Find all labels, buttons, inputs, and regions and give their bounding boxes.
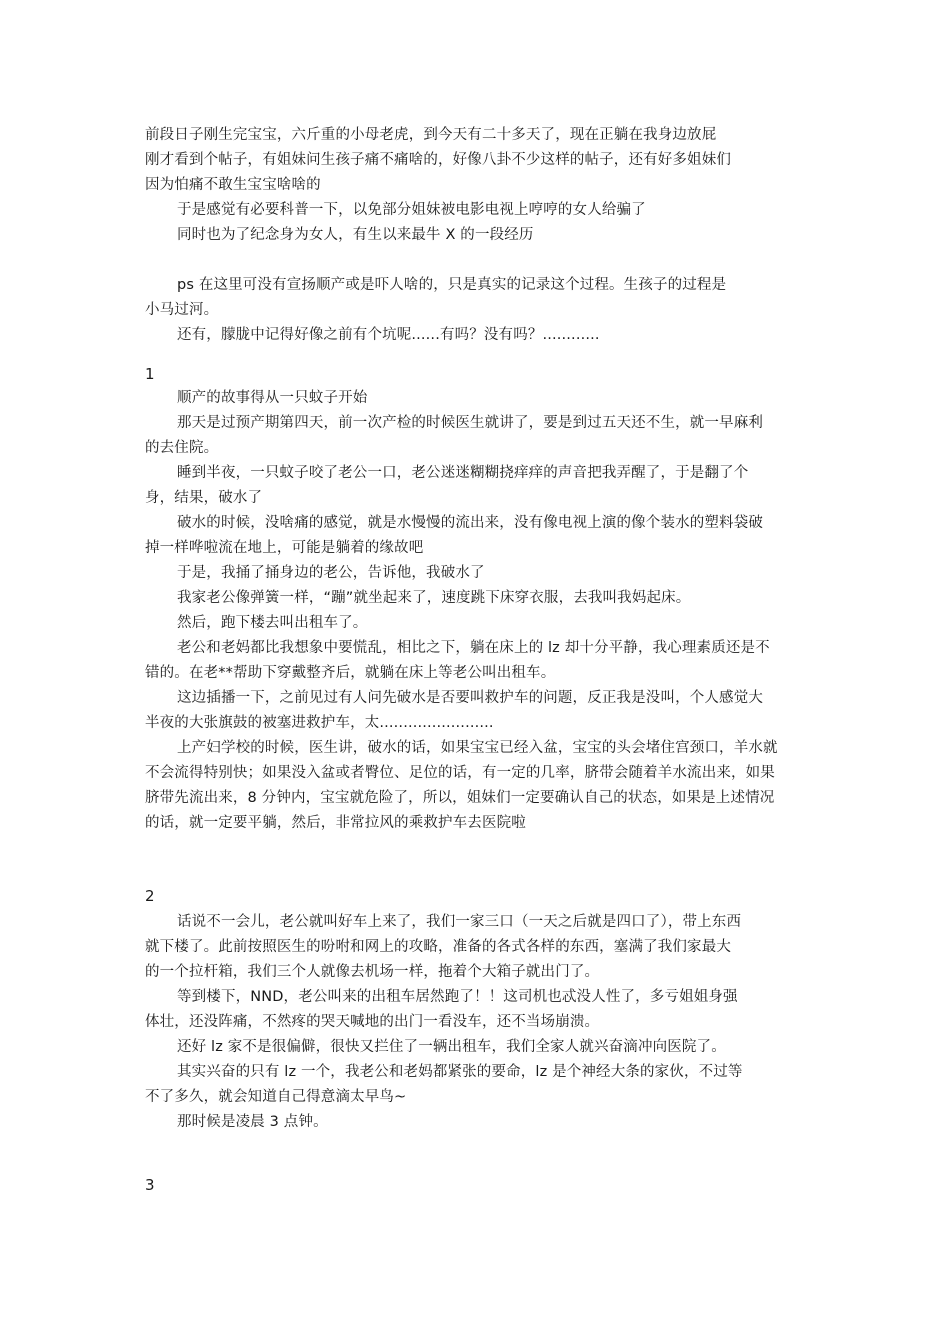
paragraph-line: 刚才看到个帖子，有姐妹问生孩子痛不痛啥的，好像八卦不少这样的帖子，还有好多姐妹们 bbox=[145, 152, 731, 168]
paragraph-line: 还有，朦胧中记得好像之前有个坑呢......有吗？没有吗？............ bbox=[177, 327, 600, 343]
section-number: 2 bbox=[145, 887, 155, 905]
section-number: 1 bbox=[145, 365, 155, 383]
paragraph-line: 半夜的大张旗鼓的被塞进救护车，太........................ bbox=[145, 715, 494, 731]
paragraph-line: 不了多久，就会知道自己得意滴太早鸟~ bbox=[145, 1089, 407, 1105]
paragraph-line: ps 在这里可没有宣扬顺产或是吓人啥的，只是真实的记录这个过程。生孩子的过程是 bbox=[177, 277, 727, 293]
paragraph-line: 于是感觉有必要科普一下，以免部分姐妹被电影电视上哼哼的女人给骗了 bbox=[177, 202, 646, 218]
paragraph-line: 老公和老妈都比我想象中要慌乱，相比之下，躺在床上的 lz 却十分平静，我心理素质还是不 bbox=[177, 640, 770, 656]
paragraph-line: 那时候是凌晨 3 点钟。 bbox=[177, 1114, 328, 1130]
paragraph-line: 脐带先流出来，8 分钟内，宝宝就危险了，所以，姐妹们一定要确认自己的状态，如果是上述情况 bbox=[145, 790, 775, 806]
paragraph-line: 然后，跑下楼去叫出租车了。 bbox=[177, 615, 368, 631]
paragraph-line: 我家老公像弹簧一样，“蹦”就坐起来了，速度跳下床穿衣服，去我叫我妈起床。 bbox=[177, 590, 691, 606]
paragraph-line: 这边插播一下，之前见过有人问先破水是否要叫救护车的问题，反正我是没叫，个人感觉大 bbox=[177, 690, 763, 706]
paragraph-line: 其实兴奋的只有 lz 一个，我老公和老妈都紧张的要命，lz 是个神经大条的家伙，不过等 bbox=[177, 1064, 743, 1080]
paragraph-line: 话说不一会儿，老公就叫好车上来了，我们一家三口（一天之后就是四口了），带上东西 bbox=[177, 914, 742, 930]
paragraph-line: 体壮，还没阵痛，不然疼的哭天喊地的出门一看没车，还不当场崩溃。 bbox=[145, 1014, 600, 1030]
paragraph-line: 的话，就一定要平躺，然后，非常拉风的乘救护车去医院啦 bbox=[145, 815, 526, 831]
paragraph-line: 错的。在老**帮助下穿戴整齐后，就躺在床上等老公叫出租车。 bbox=[145, 665, 556, 681]
paragraph-line: 同时也为了纪念身为女人，有生以来最牛 X 的一段经历 bbox=[177, 227, 534, 243]
paragraph-line: 掉一样哗啦流在地上，可能是躺着的缘故吧 bbox=[145, 540, 424, 556]
paragraph-line: 小马过河。 bbox=[145, 302, 219, 318]
paragraph-line: 因为怕痛不敢生宝宝啥啥的 bbox=[145, 177, 321, 193]
paragraph-line: 的去住院。 bbox=[145, 440, 219, 456]
paragraph-line: 那天是过预产期第四天，前一次产检的时候医生就讲了，要是到过五天还不生，就一早麻利 bbox=[177, 415, 763, 431]
paragraph-line: 还好 lz 家不是很偏僻，很快又拦住了一辆出租车，我们全家人就兴奋滴冲向医院了。 bbox=[177, 1039, 726, 1055]
paragraph-line: 就下楼了。此前按照医生的吩咐和网上的攻略，准备的各式各样的东西，塞满了我们家最大 bbox=[145, 939, 731, 955]
paragraph-line: 不会流得特别快；如果没入盆或者臀位、足位的话，有一定的几率，脐带会随着羊水流出来，如果 bbox=[145, 765, 775, 781]
paragraph-line: 的一个拉杆箱，我们三个人就像去机场一样，拖着个大箱子就出门了。 bbox=[145, 964, 600, 980]
paragraph-line: 等到楼下，NND，老公叫来的出租车居然跑了！！这司机也忒没人性了，多亏姐姐身强 bbox=[177, 989, 738, 1005]
paragraph-line: 于是，我捅了捅身边的老公，告诉他，我破水了 bbox=[177, 565, 485, 581]
paragraph-line: 睡到半夜，一只蚊子咬了老公一口，老公迷迷糊糊挠痒痒的声音把我弄醒了，于是翻了个 bbox=[177, 465, 749, 481]
paragraph-line: 顺产的故事得从一只蚊子开始 bbox=[177, 390, 368, 406]
section-number: 3 bbox=[145, 1176, 155, 1194]
paragraph-line: 上产妇学校的时候，医生讲，破水的话，如果宝宝已经入盆，宝宝的头会堵住宫颈口，羊水就 bbox=[177, 740, 778, 756]
paragraph-line: 破水的时候，没啥痛的感觉，就是水慢慢的流出来，没有像电视上演的像个装水的塑料袋破 bbox=[177, 515, 763, 531]
paragraph-line: 前段日子刚生完宝宝，六斤重的小母老虎，到今天有二十多天了，现在正躺在我身边放屁 bbox=[145, 127, 717, 143]
paragraph-line: 身，结果，破水了 bbox=[145, 490, 263, 506]
